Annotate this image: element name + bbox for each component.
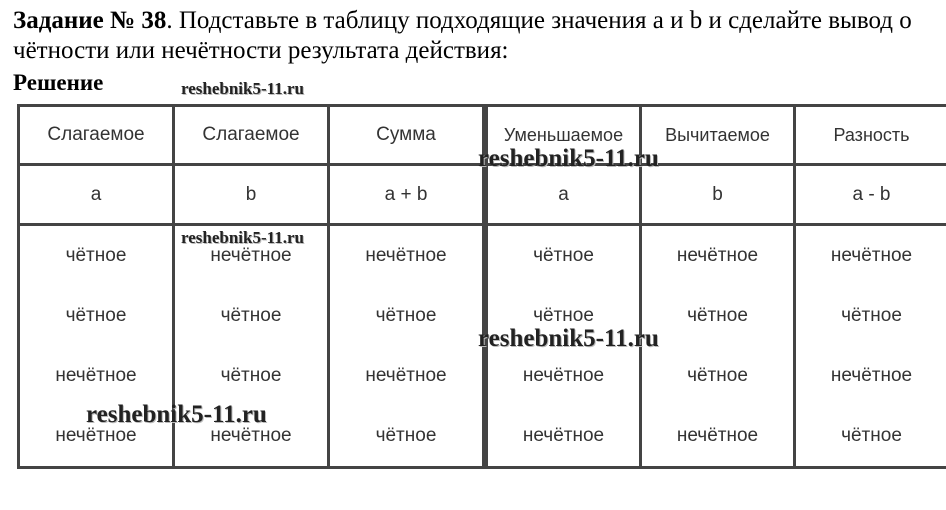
header-cell: Слагаемое — [19, 106, 174, 165]
table-cell: нечётное — [795, 225, 946, 287]
table-row — [487, 346, 946, 406]
header-cell: Разность — [795, 106, 946, 165]
variable-row — [19, 165, 484, 225]
variable-cell: a + b — [329, 165, 484, 225]
table-cell: чётное — [487, 225, 641, 287]
table-cell: нечётное — [487, 406, 641, 468]
table-row — [487, 225, 946, 287]
watermark: reshebnik5-11.ru — [478, 325, 659, 352]
table-cell: нечётное — [641, 225, 795, 287]
header-cell: Вычитаемое — [641, 106, 795, 165]
table-cell: нечётное — [329, 346, 484, 406]
table-row — [19, 286, 484, 346]
header-cell: Уменьшаемое — [487, 106, 641, 165]
variable-cell: a — [487, 165, 641, 225]
table-header-row — [19, 106, 484, 165]
table-cell: нечётное — [174, 406, 329, 468]
task-text: . Подставьте в таблицу подходящие значения a и b и сделайте вывод о чётности или нечётности результата действия: — [13, 7, 912, 64]
table-cell: чётное — [487, 286, 641, 346]
task-number: Задание № 38 — [13, 7, 167, 34]
table-cell: чётное — [795, 406, 946, 468]
header-cell: Сумма — [329, 106, 484, 165]
table-cell: чётное — [19, 286, 174, 346]
header-cell: Слагаемое — [174, 106, 329, 165]
task-statement — [13, 6, 938, 66]
table-cell: нечётное — [641, 406, 795, 468]
table-cell: чётное — [174, 286, 329, 346]
table-cell: нечётное — [487, 346, 641, 406]
table-cell: чётное — [641, 346, 795, 406]
watermark: reshebnik5-11.ru — [181, 228, 304, 247]
table-cell: чётное — [329, 406, 484, 468]
variable-cell: b — [174, 165, 329, 225]
variable-row — [487, 165, 946, 225]
solution-heading: Решение — [13, 70, 104, 95]
table-cell: нечётное — [329, 225, 484, 287]
watermark: reshebnik5-11.ru — [86, 401, 267, 428]
watermark: reshebnik5-11.ru — [181, 79, 304, 98]
variable-cell: a - b — [795, 165, 946, 225]
table-cell: чётное — [795, 286, 946, 346]
table-cell: нечётное — [19, 346, 174, 406]
table-row — [19, 346, 484, 406]
table-cell: нечётное — [19, 406, 174, 468]
table-cell: чётное — [641, 286, 795, 346]
table-cell: чётное — [19, 225, 174, 287]
watermark: reshebnik5-11.ru — [478, 145, 659, 172]
table-cell: нечётное — [795, 346, 946, 406]
table-cell: чётное — [329, 286, 484, 346]
variable-cell: b — [641, 165, 795, 225]
table-row — [487, 406, 946, 468]
table-cell: нечётное — [174, 225, 329, 287]
variable-cell: a — [19, 165, 174, 225]
table-cell: чётное — [174, 346, 329, 406]
